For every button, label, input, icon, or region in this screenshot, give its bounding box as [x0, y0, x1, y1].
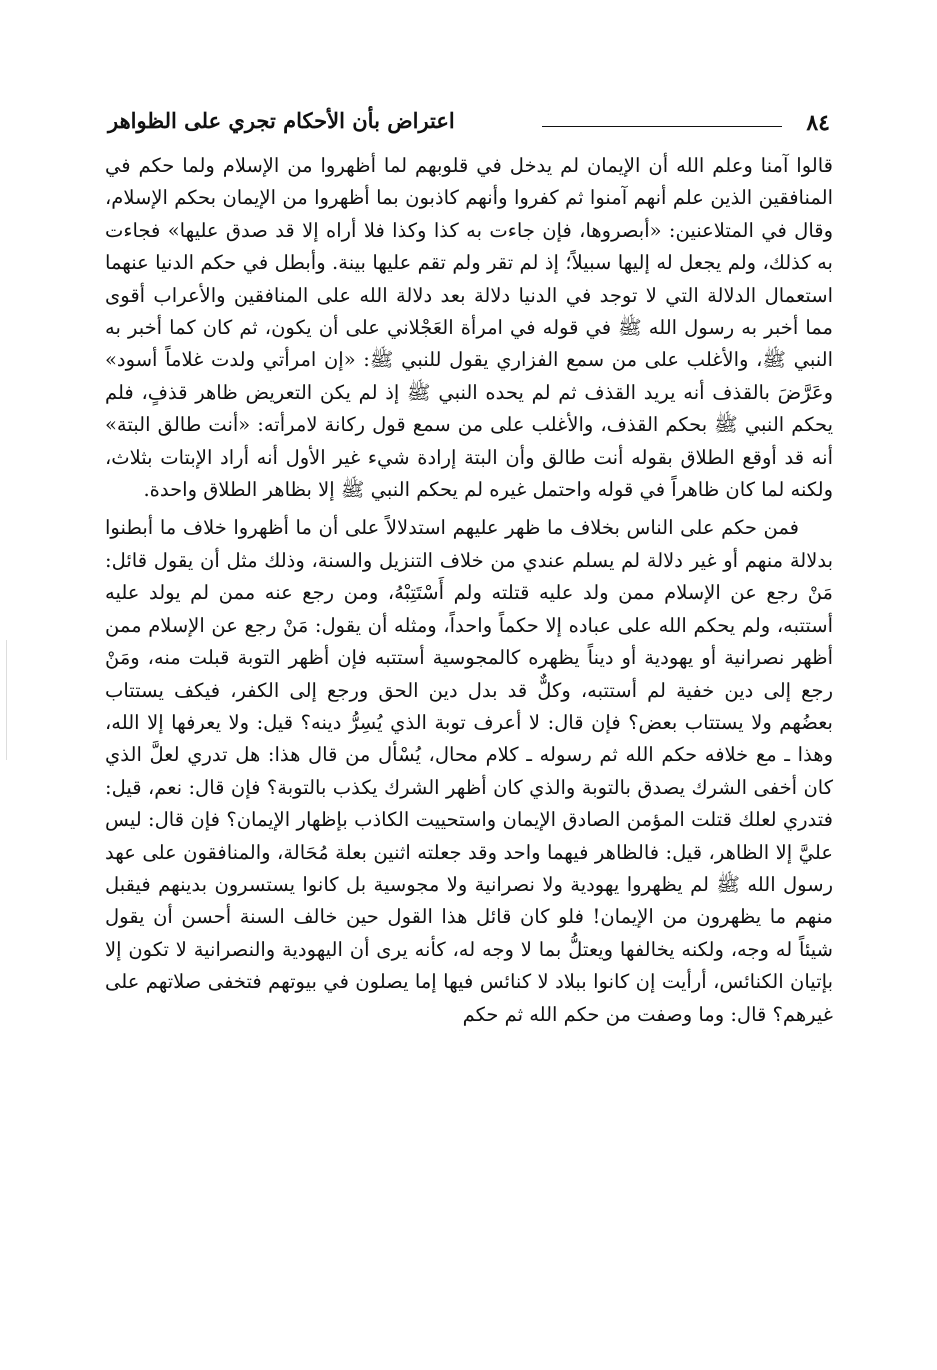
page-header	[108, 108, 830, 142]
running-title: اعتراض بأن الأحكام تجري على الظواهر	[108, 108, 455, 133]
body-text	[105, 150, 833, 1031]
paragraph-2: فمن حكم على الناس بخلاف ما ظهر عليهم استدلالاً على أن ما أظهروا خلاف ما أبطنوا بدلالة منهم أو غير دلالة لم يسلم عندي من خلاف التنزيل والسنة، وذلك مثل أن يقول قائل: مَنْ رجع عن الإسلام ممن ولد عليه قتلته ولم أَسْتَتِبْهُ، ومن رجع عنه ممن لم يولد عليه أستتبه، ولم يحكم الله على عباده إلا حكماً واحداً، ومثله أن يقول: مَنْ رجع عن الإسلام ممن أظهر نصرانية أو يهودية أو ديناً يظهره كالمجوسية أستتبه فإن أظهر التوبة قبلت منه، ومَنْ رجع إلى دين خفية لم أستتبه، وكلٌّ قد بدل دين الحق ورجع إلى الكفر، فيكف يستتاب بعضُهم ولا يستتاب بعض؟ فإن قال: لا أعرف توبة الذي يُسِرُّ دينه؟ قيل: ولا يعرفها إلا الله، وهذا ـ مع خلافه حكم الله ثم رسوله ـ كلام محال، يُسْأل من قال هذا: هل تدري لعلَّ الذي كان أخفى الشرك يصدق بالتوبة والذي كان أظهر الشرك يكذب بالتوبة؟ فإن قال: نعم، قيل: فتدري لعلك قتلت المؤمن الصادق الإيمان واستحييت الكاذب بإظهار الإيمان؟ فإن قال: ليس عليَّ إلا الظاهر، قيل: فالظاهر فيهما واحد وقد جعلته اثنين بعلة مُحَالة، والمنافقون على عهد رسول الله ﷺ لم يظهروا يهودية ولا نصرانية ولا مجوسية بل كانوا يستسرون بدينهم فيقبل منهم ما يظهرون من الإيمان! فلو كان قائل هذا القول حين خالف السنة أحسن أن يقول شيئاً له وجه، ولكنه يخالفها ويعتلُّ بما لا وجه له، كأنه يرى أن اليهودية والنصرانية لا تكون إلا بإتيان الكنائس، أرأيت إن كانوا ببلاد لا كنائس فيها إما يصلون في بيوتهم فتخفى صلاتهم على غيرهم؟ قال: وما وصفت من حكم الله ثم حكم	[105, 516, 833, 1026]
paragraph-1: قالوا آمنا وعلم الله أن الإيمان لم يدخل في قلوبهم لما أظهروا من الإسلام ولما حكم في المنافقين الذين علم أنهم آمنوا ثم كفروا وأنهم كاذبون بما أظهروا من الإيمان بحكم الإسلام، وقال في المتلاعنين: «أبصروها، فإن جاءت به كذا وكذا فلا أراه إلا قد صدق عليها» فجاءت به كذلك، ولم يجعل له إليها سبيلاً؛ إذ لم تقر ولم تقم عليها بينة. وأبطل في حكم الدنيا عنهما استعمال الدلالة التي لا توجد في الدنيا دلالة بعد دلالة الله على المنافقين والأعراب أقوى مما أخبر به رسول الله ﷺ في قوله في امرأة العَجْلاني على أن يكون، ثم كان كما أخبر به النبي ﷺ، والأغلب على من سمع الفزاري يقول للنبي ﷺ: «إن امرأتي ولدت غلاماً أسود» وعَرَّضَ بالقذف أنه يريد القذف ثم لم يحده النبي ﷺ إذ لم يكن التعريض ظاهر قذفٍ، فلم يحكم النبي ﷺ بحكم القذف، والأغلب على من سمع قول ركانة لامرأته: «أنت طالق البتة» أنه قد أوقع الطلاق بقوله أنت طالق وأن البتة إرادة شيء غير الأول أنه أراد الإبتات بثلاث، ولكنه لما كان ظاهراً في قوله واحتمل غيره لم يحكم النبي ﷺ إلا بظاهر الطلاق واحدة.	[105, 154, 833, 502]
page-number: ٨٤	[806, 110, 830, 136]
header-rule	[542, 126, 782, 127]
scan-edge-mark	[6, 640, 15, 760]
